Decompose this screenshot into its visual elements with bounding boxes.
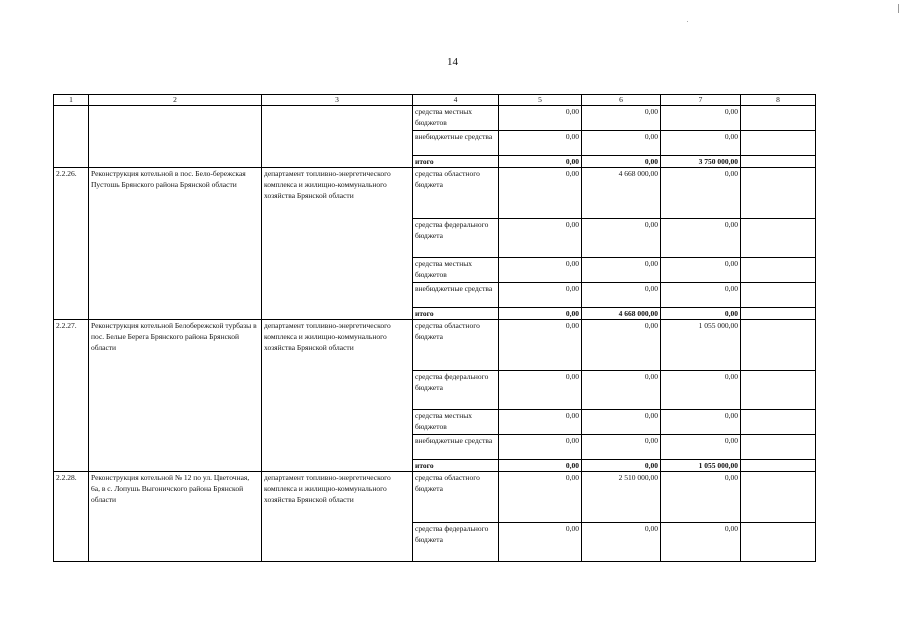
amount-col8 <box>741 410 816 435</box>
amount-col6: 0,00 <box>582 410 661 435</box>
funding-source: средства местных бюджетов <box>413 410 499 435</box>
column-header: 3 <box>262 95 413 106</box>
amount-col7: 0,00 <box>661 472 741 523</box>
amount-col6: 0,00 <box>582 106 661 131</box>
funding-row <box>54 106 816 131</box>
amount-col7: 0,00 <box>661 523 741 562</box>
budget-table <box>53 94 816 562</box>
amount-col7: 0,00 <box>661 106 741 131</box>
column-header: 7 <box>661 95 741 106</box>
item-name <box>89 106 262 168</box>
amount-col7: 0,00 <box>661 435 741 460</box>
amount-col8 <box>741 308 816 320</box>
amount-col6: 2 510 000,00 <box>582 472 661 523</box>
amount-col7: 0,00 <box>661 308 741 320</box>
amount-col6: 0,00 <box>582 320 661 371</box>
column-header: 2 <box>89 95 262 106</box>
amount-col5: 0,00 <box>499 106 582 131</box>
item-executor <box>262 106 413 168</box>
funding-source: средства местных бюджетов <box>413 106 499 131</box>
column-header: 6 <box>582 95 661 106</box>
amount-col6: 0,00 <box>582 460 661 472</box>
amount-col5: 0,00 <box>499 131 582 156</box>
amount-col8 <box>741 219 816 258</box>
amount-col5: 0,00 <box>499 410 582 435</box>
amount-col7: 0,00 <box>661 283 741 308</box>
item-executor: департамент топливно-энергетического комплекса и жилищно-коммунального хозяйства Брянской области <box>262 472 413 562</box>
amount-col5: 0,00 <box>499 371 582 410</box>
funding-row <box>54 320 816 371</box>
amount-col5: 0,00 <box>499 308 582 320</box>
amount-col7: 0,00 <box>661 371 741 410</box>
funding-source: внебюджетные средства <box>413 283 499 308</box>
funding-row <box>54 168 816 219</box>
item-code: 2.2.28. <box>54 472 89 562</box>
amount-col5: 0,00 <box>499 168 582 219</box>
funding-source: внебюджетные средства <box>413 131 499 156</box>
amount-col5: 0,00 <box>499 156 582 168</box>
amount-col7: 0,00 <box>661 168 741 219</box>
item-name: Реконструкция котельной Белобережской турбазы в пос. Белые Берега Брянского района Брянской области <box>89 320 262 472</box>
amount-col5: 0,00 <box>499 472 582 523</box>
funding-source: итого <box>413 308 499 320</box>
column-header: 5 <box>499 95 582 106</box>
edge-mark <box>898 4 899 13</box>
amount-col8 <box>741 106 816 131</box>
scan-speck <box>687 21 688 22</box>
funding-source: средства федерального бюджета <box>413 371 499 410</box>
amount-col7: 0,00 <box>661 410 741 435</box>
funding-source: средства федерального бюджета <box>413 219 499 258</box>
funding-source: внебюджетные средства <box>413 435 499 460</box>
amount-col5: 0,00 <box>499 283 582 308</box>
funding-source: средства областного бюджета <box>413 168 499 219</box>
amount-col5: 0,00 <box>499 435 582 460</box>
amount-col7: 3 750 000,00 <box>661 156 741 168</box>
amount-col7: 1 055 000,00 <box>661 320 741 371</box>
amount-col5: 0,00 <box>499 258 582 283</box>
amount-col7: 1 055 000,00 <box>661 460 741 472</box>
amount-col7: 0,00 <box>661 131 741 156</box>
funding-source: итого <box>413 460 499 472</box>
funding-source: итого <box>413 156 499 168</box>
amount-col8 <box>741 320 816 371</box>
item-code: 2.2.27. <box>54 320 89 472</box>
amount-col8 <box>741 258 816 283</box>
column-header: 8 <box>741 95 816 106</box>
column-header: 4 <box>413 95 499 106</box>
item-name: Реконструкция котельной в пос. Бело-бережская Пустошь Брянского района Брянской области <box>89 168 262 320</box>
column-header: 1 <box>54 95 89 106</box>
funding-row <box>54 472 816 523</box>
amount-col5: 0,00 <box>499 460 582 472</box>
amount-col8 <box>741 472 816 523</box>
item-executor: департамент топливно-энергетического комплекса и жилищно-коммунального хозяйства Брянской области <box>262 320 413 472</box>
item-code <box>54 106 89 168</box>
funding-source: средства областного бюджета <box>413 320 499 371</box>
amount-col6: 0,00 <box>582 371 661 410</box>
item-name: Реконструкция котельной № 12 по ул. Цветочная, 6а, в с. Лопушь Выгоничского района Брянской области <box>89 472 262 562</box>
amount-col5: 0,00 <box>499 320 582 371</box>
table-body <box>54 95 816 562</box>
column-number-row <box>54 95 816 106</box>
amount-col7: 0,00 <box>661 219 741 258</box>
amount-col5: 0,00 <box>499 523 582 562</box>
amount-col6: 0,00 <box>582 435 661 460</box>
funding-source: средства областного бюджета <box>413 472 499 523</box>
amount-col8 <box>741 168 816 219</box>
amount-col6: 0,00 <box>582 523 661 562</box>
amount-col6: 0,00 <box>582 219 661 258</box>
amount-col8 <box>741 283 816 308</box>
amount-col8 <box>741 523 816 562</box>
page-number: 14 <box>447 56 458 68</box>
item-executor: департамент топливно-энергетического комплекса и жилищно-коммунального хозяйства Брянской области <box>262 168 413 320</box>
funding-source: средства федерального бюджета <box>413 523 499 562</box>
amount-col8 <box>741 156 816 168</box>
amount-col6: 0,00 <box>582 131 661 156</box>
amount-col5: 0,00 <box>499 219 582 258</box>
amount-col6: 0,00 <box>582 283 661 308</box>
amount-col6: 4 668 000,00 <box>582 308 661 320</box>
amount-col6: 0,00 <box>582 258 661 283</box>
amount-col8 <box>741 460 816 472</box>
amount-col8 <box>741 435 816 460</box>
amount-col6: 0,00 <box>582 156 661 168</box>
item-code: 2.2.26. <box>54 168 89 320</box>
amount-col8 <box>741 371 816 410</box>
amount-col7: 0,00 <box>661 258 741 283</box>
funding-source: средства местных бюджетов <box>413 258 499 283</box>
amount-col6: 4 668 000,00 <box>582 168 661 219</box>
amount-col8 <box>741 131 816 156</box>
